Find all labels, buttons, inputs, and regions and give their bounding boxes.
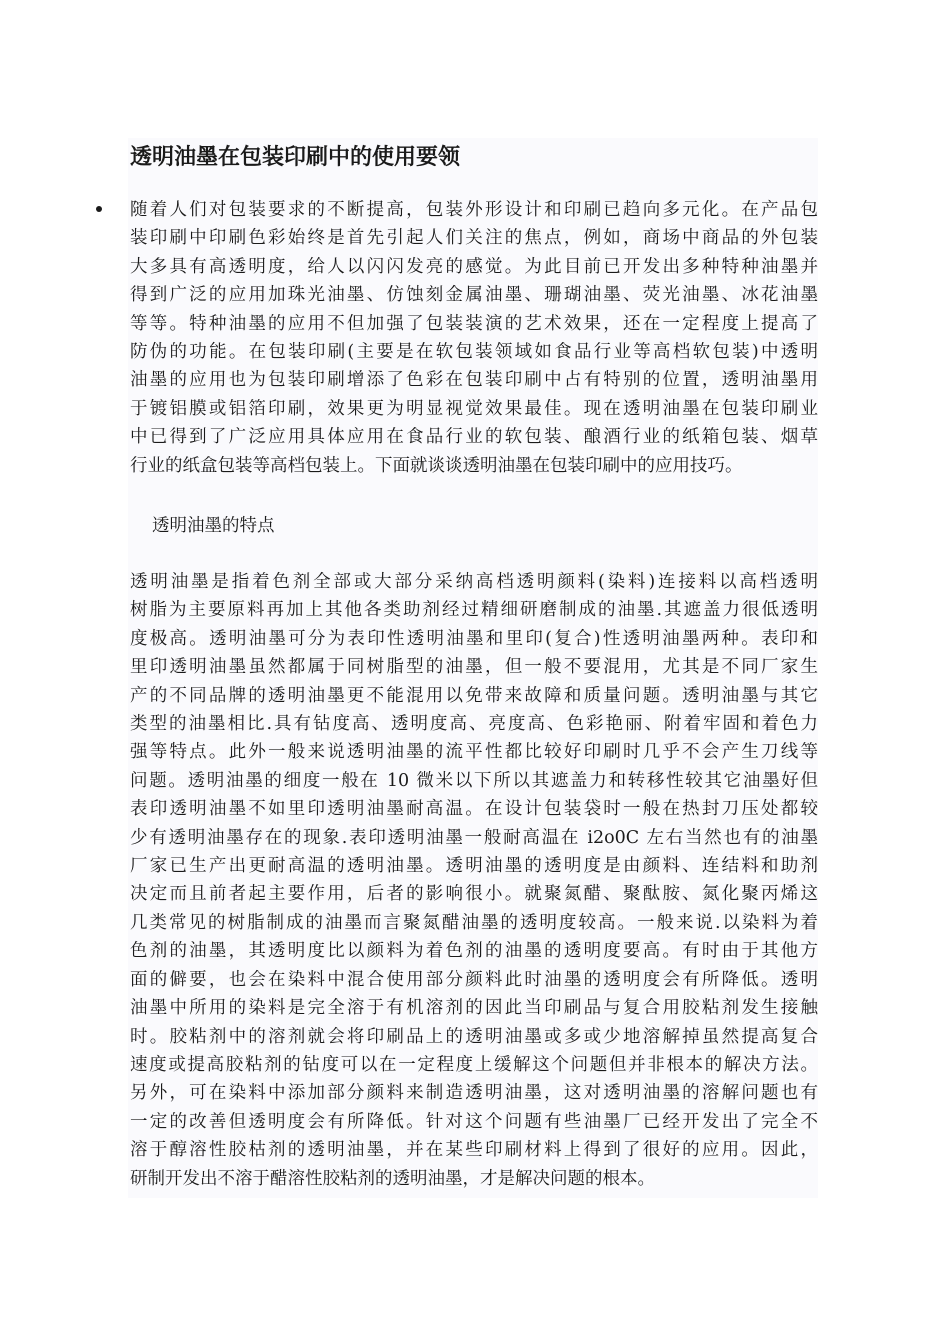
body-line: 树脂为主要原料再加上其他各类助剂经过精细研磨制成的油墨.其遮盖力很低透明 [130, 600, 818, 621]
intro-line: 防伪的功能。在包装印刷(主要是在软包装领域如食品行业等高档软包装)中透明 [130, 342, 818, 363]
body-line: 一定的改善但透明度会有所降低。针对这个问题有些油墨厂已经开发出了完全不 [130, 1111, 818, 1132]
body-line: 产的不同品牌的透明油墨更不能混用以免带来故障和质量问题。透明油墨与其它 [130, 685, 818, 706]
body-line: 强等特点。此外一般来说透明油墨的流平性都比较好印刷时几乎不会产生刀线等 [130, 742, 818, 763]
body-line: 问题。透明油墨的细度一般在 10 微米以下所以其遮盖力和转移性较其它油墨好但 [130, 770, 818, 791]
body-line: 研制开发出不溶于醋溶性胶粘剂的透明油墨，才是解决问题的根本。 [130, 1168, 655, 1189]
intro-line: 得到广泛的应用加珠光油墨、仿蚀刻金属油墨、珊瑚油墨、荧光油墨、冰花油墨 [130, 285, 818, 306]
body-line: 另外，可在染料中添加部分颜料来制造透明油墨，这对透明油墨的溶解问题也有 [130, 1083, 818, 1104]
intro-line: 大多具有高透明度，给人以闪闪发亮的感觉。为此目前已开发出多种特种油墨并 [130, 256, 818, 277]
body-line: 透明油墨是指着色剂全部或大部分采纳高档透明颜料(染料)连接料以高档透明 [130, 572, 818, 592]
intro-line: 等等。特种油墨的应用不但加强了包装装演的艺术效果，还在一定程度上提高了 [130, 313, 818, 334]
body-line: 厂家已生产出更耐高温的透明油墨。透明油墨的透明度是由颜料、连结料和助剂 [130, 856, 818, 877]
bullet-icon [96, 206, 102, 212]
body-line: 面的僻要，也会在染料中混合使用部分颜料此时油墨的透明度会有所降低。透明 [130, 969, 818, 990]
body-line: 度极高。透明油墨可分为表印性透明油墨和里印(复合)性透明油墨两种。表印和 [130, 628, 818, 649]
body-line: 色剂的油墨，其透明度比以颜料为着色剂的油墨的透明度要高。有时由于其他方 [130, 941, 818, 962]
body-line: 溶于醇溶性胶枯剂的透明油墨，并在某些印刷材料上得到了很好的应用。因此， [130, 1140, 818, 1161]
body-line: 里印透明油墨虽然都属于同树脂型的油墨，但一般不要混用，尤其是不同厂家生 [130, 657, 818, 678]
intro-line: 油墨的应用也为包装印刷增添了色彩在包装印刷中占有特别的位置，透明油墨用 [130, 370, 818, 391]
body-line: 几类常见的树脂制成的油墨而言聚氮醋油墨的透明度较高。一般来说.以染料为着 [130, 912, 818, 933]
intro-line: 中已得到了广泛应用具体应用在食品行业的软包装、酿酒行业的纸箱包装、烟草 [130, 427, 818, 448]
body-line: 类型的油墨相比.具有钻度高、透明度高、亮度高、色彩艳丽、附着牢固和着色力 [130, 714, 818, 735]
intro-paragraph [130, 196, 818, 480]
body-line: 表印透明油墨不如里印透明油墨耐高温。在设计包装袋时一般在热封刀压处都较 [130, 799, 818, 820]
intro-line: 行业的纸盒包装等高档包装上。下面就谈谈透明油墨在包装印刷中的应用技巧。 [130, 455, 743, 476]
document-title: 透明油墨在包装印刷中的使用要领 [130, 144, 461, 170]
section-heading: 透明油墨的特点 [152, 516, 275, 536]
body-line: 油墨中所用的染料是完全溶于有机溶剂的因此当印刷品与复合用胶粘剂发生接触 [130, 998, 818, 1019]
body-line: 少有透明油墨存在的现象.表印透明油墨一般耐高温在 i2o0C 左右当然也有的油墨 [130, 827, 818, 848]
body-line: 速度或提高胶粘剂的钻度可以在一定程度上缓解这个问题但并非根本的解决方法。 [130, 1054, 818, 1075]
intro-line: 随着人们对包装要求的不断提高，包装外形设计和印刷已趋向多元化。在产品包 [130, 200, 818, 220]
intro-line: 装印刷中印刷色彩始终是首先引起人们关注的焦点，例如，商场中商品的外包装 [130, 228, 818, 249]
intro-line: 于镀铝膜或铝箔印刷，效果更为明显视觉效果最佳。现在透明油墨在包装印刷业 [130, 398, 818, 419]
body-line: 时。胶粘剂中的溶剂就会将印刷品上的透明油墨或多或少地溶解掉虽然提高复合 [130, 1026, 818, 1047]
body-line: 决定而且前者起主要作用，后者的影响很小。就聚氮醋、聚酞胺、氮化聚丙烯这 [130, 884, 818, 905]
body-paragraph [130, 568, 818, 1193]
